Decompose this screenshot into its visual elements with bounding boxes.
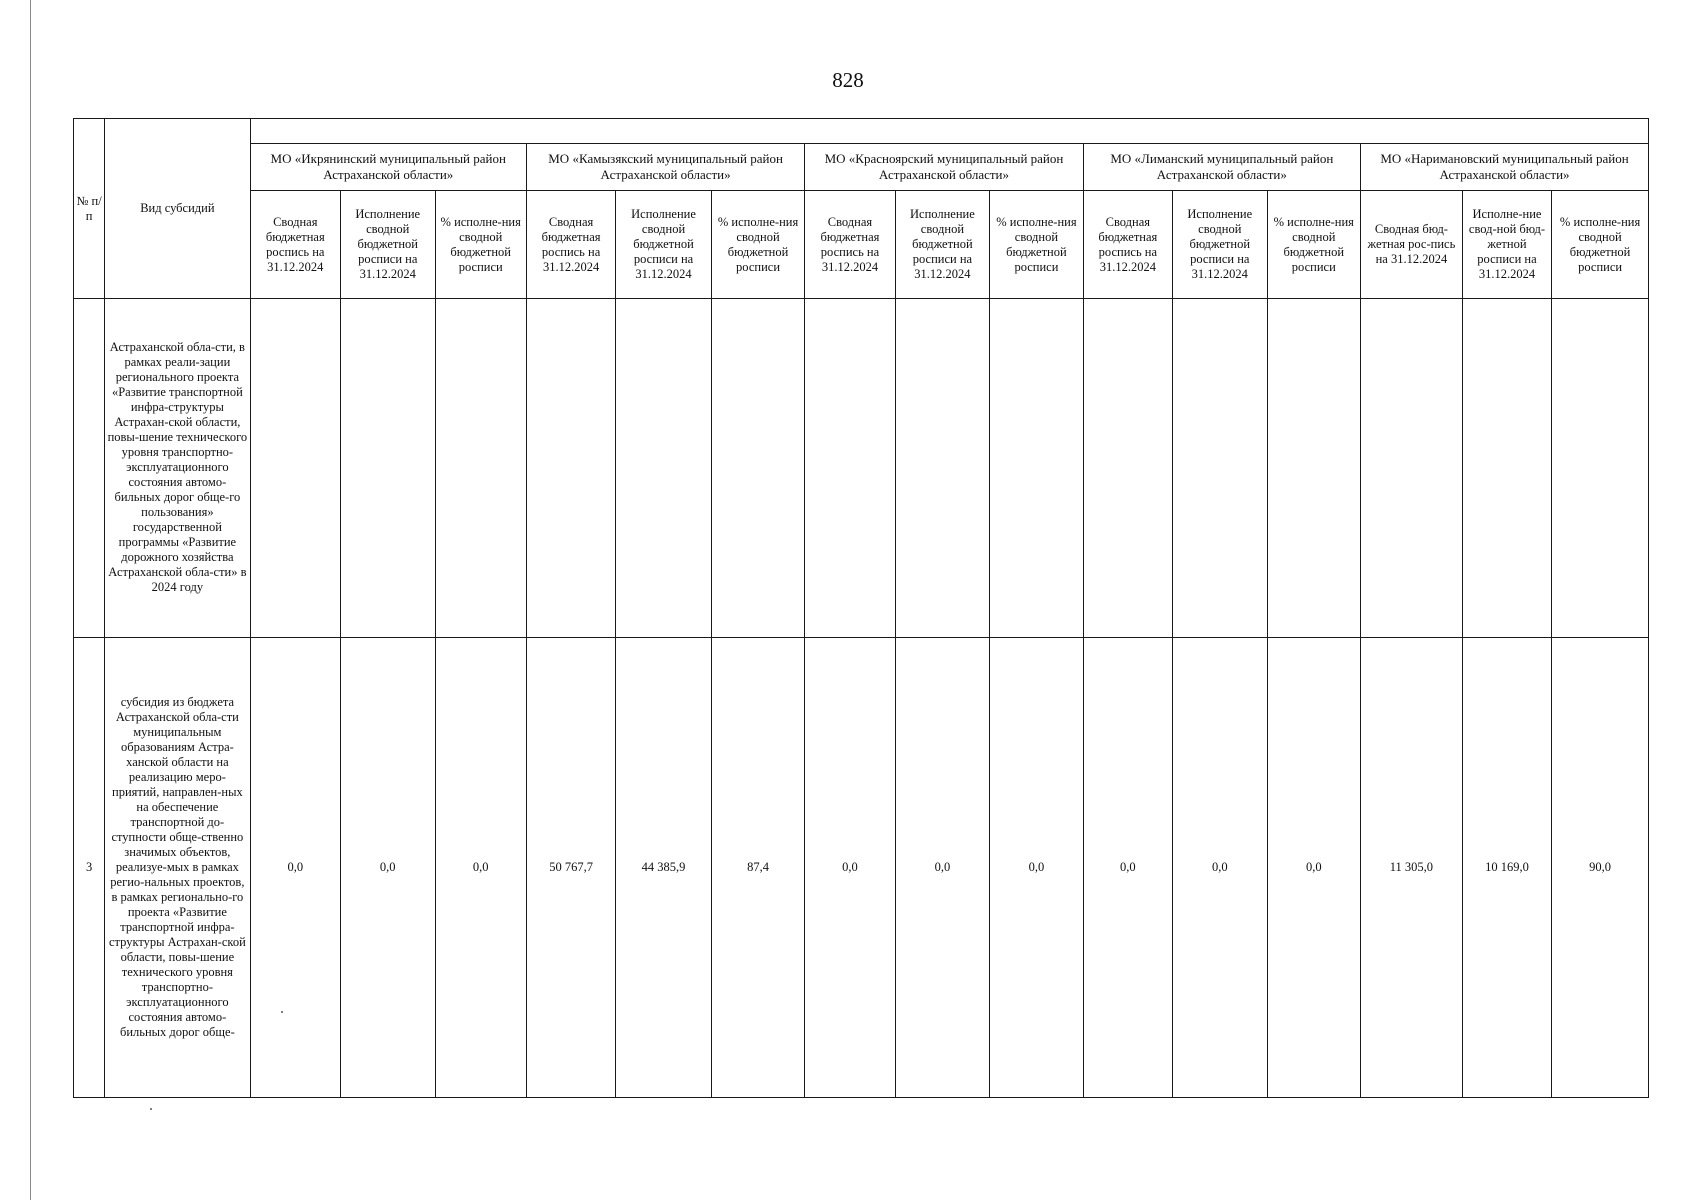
value-cell: [1552, 299, 1649, 638]
value-cell: [250, 299, 340, 638]
value-cell: 0,0: [805, 637, 895, 1098]
value-cell: [1083, 299, 1172, 638]
value-cell: [1462, 299, 1551, 638]
row-description: субсидия из бюджета Астраханской обла-сти муниципальным образованиям Астра-ханской области на реализацию меро-приятий, направлен-ных на обеспечение транспортной до-ступности обще-ственно значимых объектов, реализуе-мых в рамках регио-нальных проектов, в рамках регионально-го проекта «Развитие транспортной инфра-структуры Астрахан-ской области, повы-шение технического уровня транспортно-эксплуатационного состояния автомо-бильных дорог обще-: [105, 637, 250, 1098]
value-cell: 0,0: [250, 637, 340, 1098]
scan-speck: [150, 1108, 152, 1110]
header-subsidy-type: Вид субсидий: [105, 119, 250, 299]
header-subcolumn-row: [74, 191, 1649, 299]
binding-line: [30, 0, 31, 1200]
col-execution-percent: % исполне-ния сводной бюджетной росписи: [1267, 191, 1360, 299]
header-index: № п/п: [74, 119, 105, 299]
col-execution-percent: % исполне-ния сводной бюджетной росписи: [711, 191, 804, 299]
value-cell: [1361, 299, 1463, 638]
col-budget-plan: Сводная бюджетная роспись на 31.12.2024: [805, 191, 895, 299]
group-title-narimanovsky: МО «Наримановский муниципальный район Астраханской области»: [1361, 144, 1649, 191]
value-cell: [895, 299, 990, 638]
col-execution-percent: % исполне-ния сводной бюджетной росписи: [435, 191, 526, 299]
table-row: [74, 637, 1649, 1098]
table-row: [74, 299, 1649, 638]
value-cell: [1173, 299, 1268, 638]
value-cell: 50 767,7: [526, 637, 615, 1098]
subsidy-budget-table: [73, 118, 1649, 1098]
col-budget-plan: Сводная бюджетная роспись на 31.12.2024: [250, 191, 340, 299]
value-cell: 44 385,9: [616, 637, 712, 1098]
col-budget-execution: Исполне-ние свод-ной бюд-жетной росписи на 31.12.2024: [1462, 191, 1551, 299]
value-cell: 0,0: [340, 637, 435, 1098]
value-cell: 0,0: [895, 637, 990, 1098]
col-budget-plan: Сводная бюджетная роспись на 31.12.2024: [526, 191, 615, 299]
col-budget-plan: Сводная бюджетная роспись на 31.12.2024: [1083, 191, 1172, 299]
value-cell: 0,0: [1173, 637, 1268, 1098]
page-number: 828: [832, 68, 864, 92]
col-budget-execution: Исполнение сводной бюджетной росписи на 31.12.2024: [1173, 191, 1268, 299]
col-budget-execution: Исполнение сводной бюджетной росписи на 31.12.2024: [895, 191, 990, 299]
group-title-ikryaninsky: МО «Икрянинский муниципальный район Астраханской области»: [250, 144, 526, 191]
row-index: 3: [74, 637, 105, 1098]
header-gap-row: [74, 119, 1649, 144]
value-cell: 87,4: [711, 637, 804, 1098]
value-cell: 0,0: [1267, 637, 1360, 1098]
row-index: [74, 299, 105, 638]
group-title-krasnoyarsky: МО «Красноярский муниципальный район Астраханской области»: [805, 144, 1083, 191]
value-cell: [711, 299, 804, 638]
value-cell: [616, 299, 712, 638]
value-cell: 11 305,0: [1361, 637, 1463, 1098]
header-group-row: [74, 144, 1649, 191]
col-budget-execution: Исполнение сводной бюджетной росписи на 31.12.2024: [616, 191, 712, 299]
group-title-kamyzyaksky: МО «Камызякский муниципальный район Астраханской области»: [526, 144, 804, 191]
value-cell: 90,0: [1552, 637, 1649, 1098]
header-gap-cell: [250, 119, 1648, 144]
group-title-limansky: МО «Лиманский муниципальный район Астраханской области»: [1083, 144, 1360, 191]
value-cell: [805, 299, 895, 638]
value-cell: 0,0: [1083, 637, 1172, 1098]
value-cell: 0,0: [435, 637, 526, 1098]
col-budget-plan: Сводная бюд-жетная рос-пись на 31.12.2024: [1361, 191, 1463, 299]
col-execution-percent: % исполне-ния сводной бюджетной росписи: [1552, 191, 1649, 299]
value-cell: 10 169,0: [1462, 637, 1551, 1098]
col-budget-execution: Исполнение сводной бюджетной росписи на 31.12.2024: [340, 191, 435, 299]
value-cell: [990, 299, 1083, 638]
value-cell: [1267, 299, 1360, 638]
value-cell: [340, 299, 435, 638]
col-execution-percent: % исполне-ния сводной бюджетной росписи: [990, 191, 1083, 299]
row-description: Астраханской обла-сти, в рамках реали-зации регионального проекта «Развитие транспортной инфра-структуры Астрахан-ской области, повы-шение технического уровня транспортно-эксплуатационного состояния автомо-бильных дорог обще-го пользования» государственной программы «Развитие дорожного хозяйства Астраханской обла-сти» в 2024 году: [105, 299, 250, 638]
value-cell: [526, 299, 615, 638]
scan-speck: [281, 1011, 283, 1013]
value-cell: 0,0: [990, 637, 1083, 1098]
value-cell: [435, 299, 526, 638]
